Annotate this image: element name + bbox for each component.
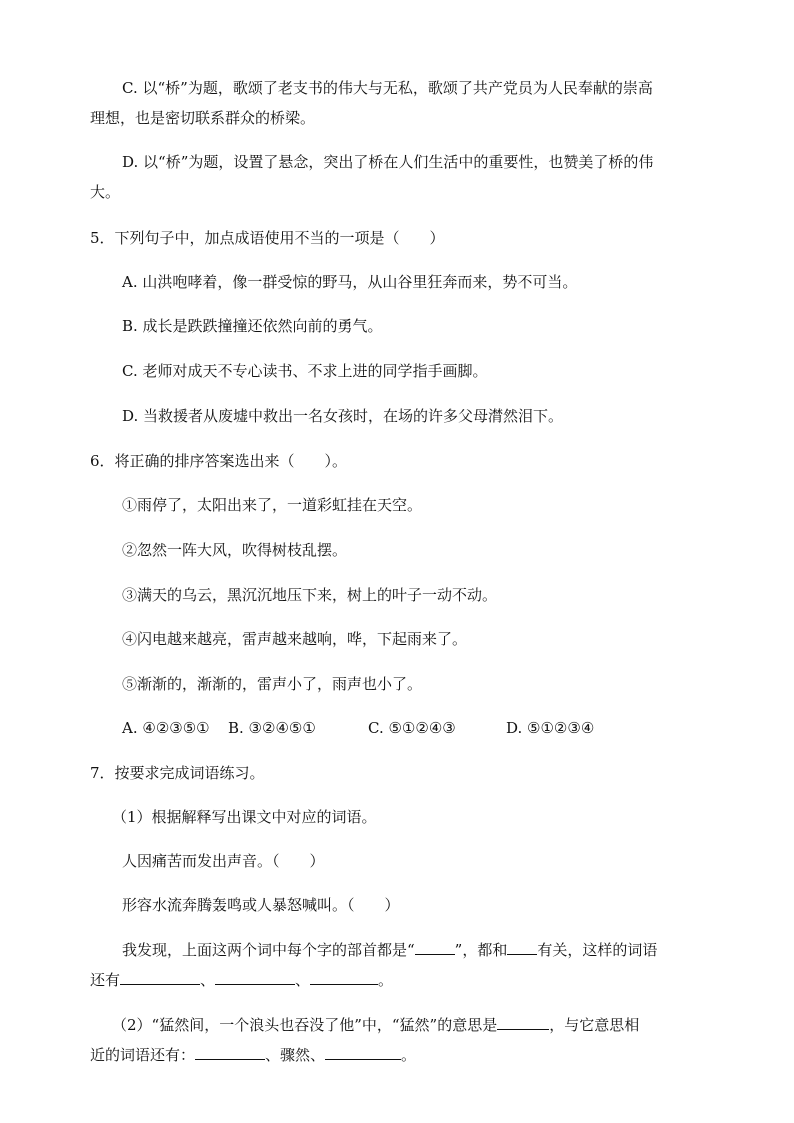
radical-blank[interactable] xyxy=(415,940,455,955)
q6-stem: 6．将正确的排序答案选出来（ ）。 xyxy=(90,452,348,470)
synonym-blank-1[interactable] xyxy=(195,1045,265,1060)
separator-1: 、 xyxy=(200,971,216,989)
part2-text-3: 近的词语还有： xyxy=(90,1046,196,1064)
q7-part1-item-a: 人因痛苦而发出声音。（ ） xyxy=(122,852,325,870)
q6-sentence-2: ②忽然一阵大风，吹得树枝乱摆。 xyxy=(122,541,348,559)
q6-option-c: C. ⑤①②④③ xyxy=(368,719,456,737)
q6-sentence-1: ①雨停了，太阳出来了，一道彩虹挂在天空。 xyxy=(122,496,423,514)
relation-blank[interactable] xyxy=(507,940,537,955)
finding-text-3: 有关，这样的词语 xyxy=(537,941,658,959)
finding-text-1: 我发现，上面这两个词中每个字的部首都是“ xyxy=(122,941,415,959)
meaning-blank[interactable] xyxy=(497,1015,549,1030)
q7-part1-finding-line1 xyxy=(122,940,657,960)
q6-sentence-4: ④闪电越来越亮，雷声越来越响，哗，下起雨来了。 xyxy=(122,630,468,648)
q5-option-c: C. 老师对成天不专心读书、不求上进的同学指手画脚。 xyxy=(122,362,488,380)
q7-part2-line1 xyxy=(112,1015,639,1035)
finding-text-4: 还有 xyxy=(90,971,121,989)
q6-sentence-3: ③满天的乌云，黑沉沉地压下来，树上的叶子一动不动。 xyxy=(122,586,498,604)
end-mark-2: 。 xyxy=(401,1046,417,1064)
q7-part1-item-b: 形容水流奔腾轰鸣或人暴怒喊叫。（ ） xyxy=(122,896,400,914)
word-blank-1[interactable] xyxy=(120,970,200,985)
part2-text-1: （2）“猛然间，一个浪头也吞没了他”中，“猛然”的意思是 xyxy=(112,1016,498,1034)
finding-text-2: ”，都和 xyxy=(454,941,508,959)
separator-2: 、 xyxy=(295,971,311,989)
word-blank-2[interactable] xyxy=(215,970,295,985)
q6-sentence-5: ⑤渐渐的，渐渐的，雷声小了，雨声也小了。 xyxy=(122,675,423,693)
q5-option-b: B. 成长是跌跌撞撞还依然向前的勇气。 xyxy=(122,317,383,335)
synonym-blank-2[interactable] xyxy=(325,1045,401,1060)
q4-option-d-line2: 大。 xyxy=(90,183,121,201)
q5-stem: 5．下列句子中，加点成语使用不当的一项是（ ） xyxy=(90,229,445,247)
q6-option-d: D. ⑤①②③④ xyxy=(506,719,595,737)
part2-text-2: ，与它意思相 xyxy=(549,1016,640,1034)
q7-stem: 7．按要求完成词语练习。 xyxy=(90,764,265,782)
q4-option-c-line2: 理想，也是密切联系群众的桥梁。 xyxy=(90,109,316,127)
q7-part1-finding-line2 xyxy=(90,970,393,990)
q4-option-d-line1: D. 以“桥”为题，设置了悬念，突出了桥在人们生活中的重要性，也赞美了桥的伟 xyxy=(122,153,654,171)
q5-option-d: D. 当救援者从废墟中救出一名女孩时，在场的许多父母潸然泪下。 xyxy=(122,407,564,425)
q7-part2-line2 xyxy=(90,1045,416,1065)
q4-option-c-line1: C. 以“桥”为题，歌颂了老支书的伟大与无私，歌颂了共产党员为人民奉献的崇高 xyxy=(122,79,653,97)
part2-text-4: 、骤然、 xyxy=(265,1046,326,1064)
q6-option-b: B. ③②④⑤① xyxy=(228,719,316,737)
q6-option-a: A. ④②③⑤① xyxy=(122,719,210,737)
end-mark-1: 。 xyxy=(378,971,394,989)
word-blank-3[interactable] xyxy=(310,970,378,985)
q5-option-a: A. 山洪咆哮着，像一群受惊的野马，从山谷里狂奔而来，势不可当。 xyxy=(122,273,578,291)
q7-part1-title: （1）根据解释写出课文中对应的词语。 xyxy=(112,808,377,826)
